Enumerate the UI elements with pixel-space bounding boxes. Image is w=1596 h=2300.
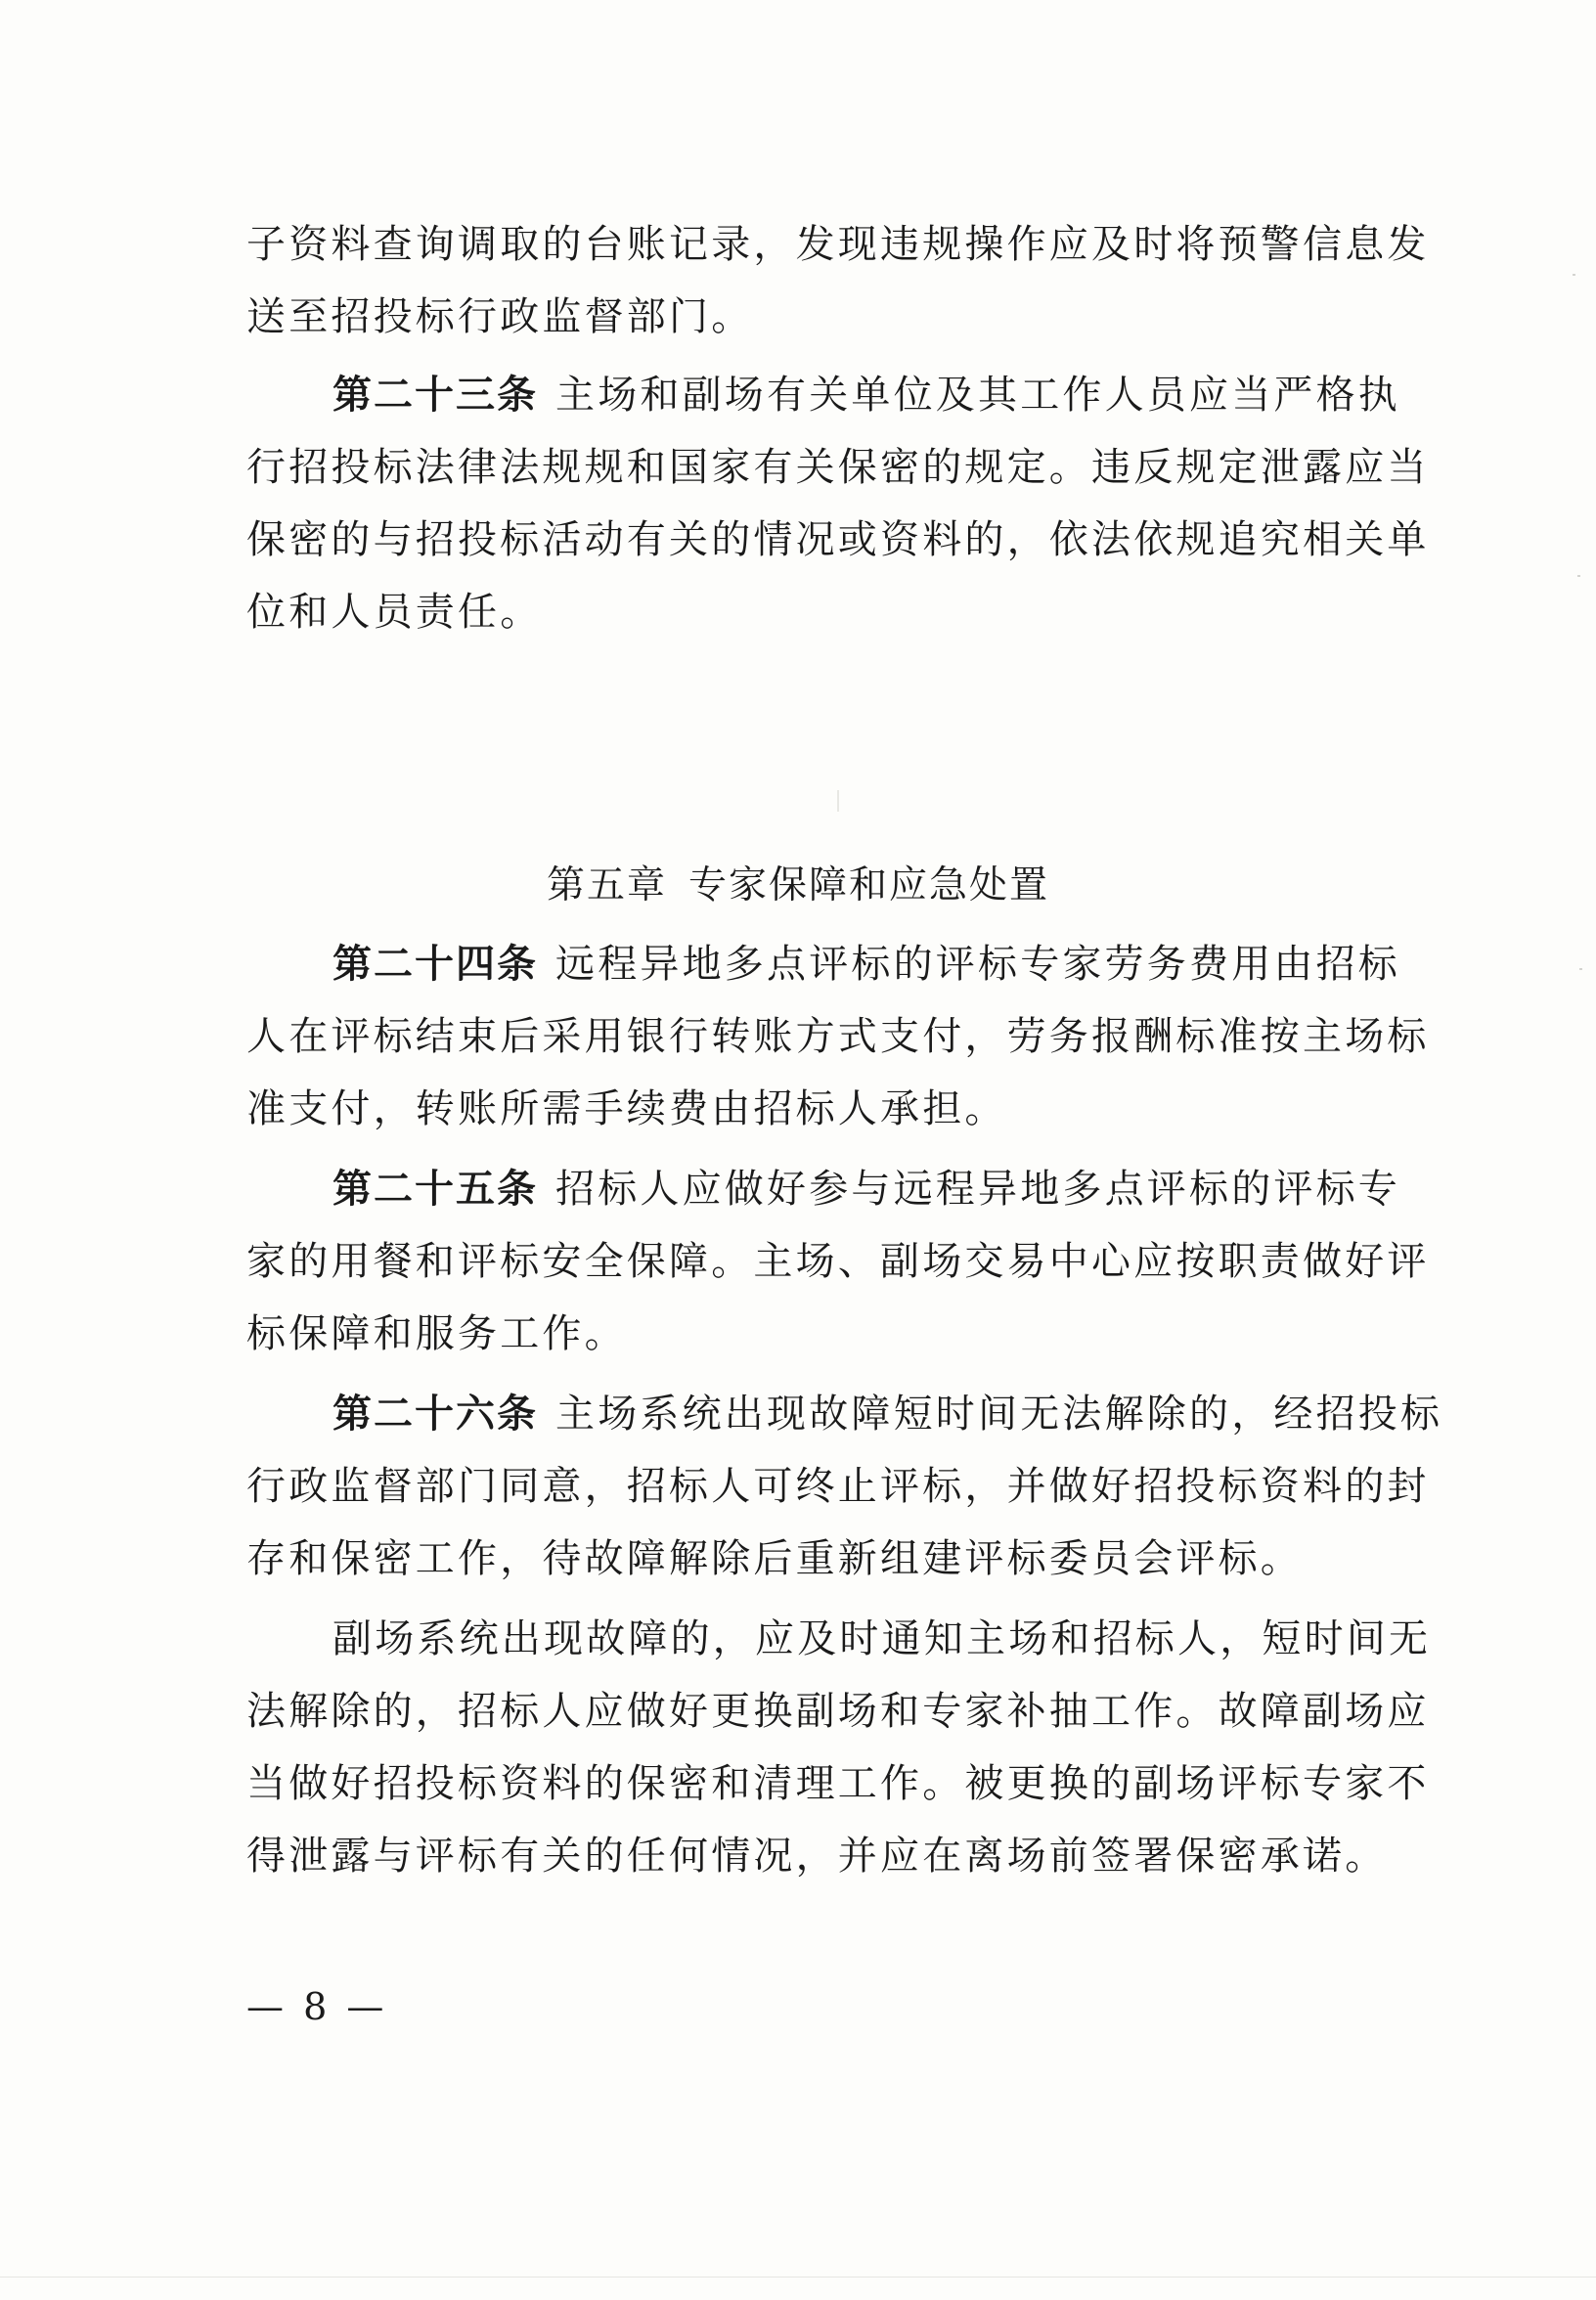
text-line: 标保障和服务工作。 <box>246 1311 627 1356</box>
scan-speck <box>837 790 839 812</box>
article-23-first-line <box>332 370 1400 420</box>
text-line: 得泄露与评标有关的任何情况，并应在离场前签署保密承诺。 <box>246 1834 1388 1879</box>
article-label: 第二十六条 <box>332 1392 538 1437</box>
text-line: 主场系统出现故障短时间无法解除的，经招投标 <box>555 1392 1443 1437</box>
text-line: 当做好招投标资料的保密和清理工作。被更换的副场评标专家不 <box>246 1761 1430 1806</box>
text-line: 子资料查询调取的台账记录，发现违规操作应及时将预警信息发 <box>246 222 1430 267</box>
text-line: 法解除的，招标人应做好更换副场和专家补抽工作。故障副场应 <box>246 1689 1430 1734</box>
text-line: 行政监督部门同意，招标人可终止评标，并做好招投标资料的封 <box>246 1464 1430 1509</box>
article-label: 第二十四条 <box>332 942 538 987</box>
text-line: 人在评标结束后采用银行转账方式支付，劳务报酬标准按主场标 <box>246 1014 1430 1059</box>
text-line: 招标人应做好参与远程异地多点评标的评标专 <box>555 1167 1400 1212</box>
text-line: 副场系统出现故障的，应及时通知主场和招标人，短时间无 <box>332 1616 1432 1661</box>
text-line: 主场和副场有关单位及其工作人员应当严格执 <box>555 373 1400 418</box>
scan-speck <box>1573 274 1575 276</box>
text-line: 准支付，转账所需手续费由招标人承担。 <box>246 1086 1007 1131</box>
text-line: 远程异地多点评标的评标专家劳务费用由招标 <box>555 942 1400 987</box>
text-line: 送至招投标行政监督部门。 <box>246 294 754 339</box>
text-line: 行招投标法律法规规和国家有关保密的规定。违反规定泄露应当 <box>246 445 1430 490</box>
chapter-heading <box>0 861 1596 911</box>
text-line: 位和人员责任。 <box>246 590 543 635</box>
article-label: 第二十五条 <box>332 1167 538 1212</box>
scan-edge-line <box>0 2277 1596 2278</box>
text-line: 保密的与招投标活动有关的情况或资料的，依法依规追究相关单 <box>246 517 1430 562</box>
chapter-number: 第五章 <box>546 863 667 907</box>
article-24-first-line <box>332 939 1400 990</box>
page-number: — 8 — <box>246 1985 388 2028</box>
article-26-first-line <box>332 1389 1442 1439</box>
chapter-title: 专家保障和应急处置 <box>688 863 1050 907</box>
article-label: 第二十三条 <box>332 373 538 418</box>
text-line: 家的用餐和评标安全保障。主场、副场交易中心应按职责做好评 <box>246 1239 1430 1284</box>
scan-speck <box>1579 968 1582 970</box>
article-25-first-line <box>332 1164 1400 1215</box>
text-line: 存和保密工作，待故障解除后重新组建评标委员会评标。 <box>246 1536 1303 1581</box>
scan-speck <box>1577 575 1580 577</box>
